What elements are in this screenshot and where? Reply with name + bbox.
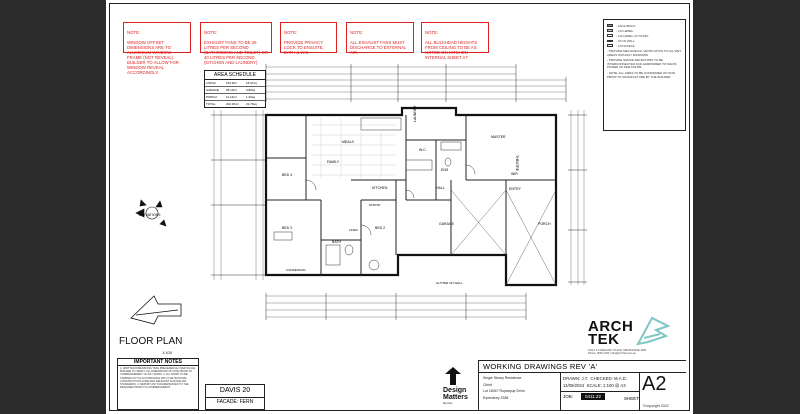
- legend-row: - FACE BRICK: [607, 23, 682, 28]
- area-schedule-title: AREA SCHEDULE: [205, 71, 265, 80]
- note-label: NOTE:: [204, 30, 218, 35]
- note-text: EXHAUST FANS TO BE 25 LITRES PER SECOND (BATHROOMS AND TOILET) OR 40 LITRES PER SECOND (KITCHEN AND LAUNDRY): [204, 40, 268, 65]
- sheet-number: A2: [642, 373, 667, 395]
- note-text: PROVIDE PRIVACY LOCK TO ENSUITE, BATH & W.C.: [284, 40, 324, 55]
- legend-paragraph: - PROVIDE MECHANICAL VENTILATION TO ALL WET AREAS WITHOUT WINDOWS: [607, 49, 682, 57]
- archtek-address: 2/26-1 11 GREGORY PLACE, MELBOURNE 3000 Phone: 9660 2020 | info@archtek.com.au: [588, 349, 647, 356]
- legend-row: - 110 HEBEL (SYSTEM): [607, 33, 682, 38]
- elevations-label: ELEVATIONS: [139, 213, 161, 217]
- room-label-wir: WIR: [511, 172, 518, 176]
- room-label-ens: ENS: [441, 168, 449, 172]
- room-label-laundry: LAUNDRY: [413, 105, 417, 122]
- drawing-sheet: [106, 0, 693, 414]
- design-name: DAVIS 20: [219, 387, 251, 394]
- room-label-master: MASTER: [491, 135, 506, 139]
- gutter-label: GUTTER ON WALL: [436, 281, 463, 285]
- legend-row: - CONCRETE: [607, 43, 682, 48]
- note-text: ALL EXHAUST FANS MUST DISCHARGE TO EXTERNAL AIR.: [350, 40, 407, 55]
- area-row: PORCH 11.12m² 1.20sq: [205, 94, 265, 101]
- room-label-porch: PORCH: [538, 222, 551, 226]
- note-label: NOTE:: [284, 30, 298, 35]
- copyright: ©copyright 2022: [643, 404, 669, 408]
- drawing-heading: WORKING DRAWINGS REV 'A': [483, 362, 598, 371]
- design-name-box: [205, 384, 265, 410]
- design-matters-wordmark: Design Matters: [443, 387, 468, 401]
- room-label-bath: BATH: [332, 240, 342, 244]
- legend-paragraph: - PROVIDE SMOKE DETECTORS TO BE INTERCONNECTED AND HARDWIRED TO MAINS POWER AS PER AS3786: [607, 58, 677, 70]
- job-label: JOB:: [563, 394, 574, 399]
- room-label-theatre: THEATRE: [515, 155, 519, 172]
- room-label-garage: GARAGE: [439, 222, 454, 226]
- room-label-entry: ENTRY: [509, 187, 521, 191]
- area-row: TOTAL 202.15m² 21.76sq: [206, 102, 257, 106]
- area-row: GARAGE 36.13m² 3.89sq: [205, 87, 265, 94]
- drawn-checked: DRAWN: J.T. CHECKED: M.A.D. 11/09/2024 SCALE: 1:100 @ A3: [563, 376, 628, 388]
- condensor-label: CONDENSOR: [286, 268, 306, 272]
- legend-row: - 110 HEBEL: [607, 28, 682, 33]
- room-label-kitchen: KITCHEN: [372, 186, 388, 190]
- important-notes: [117, 358, 199, 410]
- room-label-bed4: BED 4: [282, 173, 293, 177]
- floor-plan-scale: 1:100: [162, 350, 173, 355]
- archtek-logo-icon: [636, 316, 670, 346]
- note-text: WINDOW OFFSET DIMENSIONS ARE TO ALUMINIUM WINDOW FRAME (NOT REVEAL) BUILDER TO ALLOW FOR WINDOW REVEAL ACCORDINGLY.: [127, 40, 179, 75]
- legend-row: - STUD WALL: [607, 38, 682, 43]
- floor-plan-title: FLOOR PLAN: [119, 336, 183, 347]
- area-row: LIVING 154.9m² 16.67sq: [205, 80, 265, 87]
- facade-name: FACADE: FERN: [206, 397, 264, 405]
- sheet-label: SHEET:: [624, 396, 640, 401]
- legend-paragraph: - NOTE: ALL SIZES TO BE CONFIRMED ON SITE PRIOR TO MANUFACTURE BY THE BUILDER: [607, 70, 675, 79]
- project-details: Single Storey Residence Client Lot 16047 Rupanyup Drive, Eynesbury 3338: [483, 376, 526, 400]
- north-arrow-icon: [131, 296, 181, 324]
- room-label-bed3: BED 3: [282, 226, 293, 230]
- room-label-linen: LINEN: [349, 228, 358, 232]
- room-label-wc: W.C.: [419, 148, 427, 152]
- job-number: 0411.22: [581, 393, 605, 400]
- design-matters-sub: Member: [443, 402, 453, 405]
- room-label-pantry: PANTRY: [369, 203, 381, 207]
- note-text: ALL BULKHEAD HEIGHTS FROM CEILING TO BE AS NOTED ON KITCHEN INTERNAL SHEET A7: [425, 40, 478, 60]
- note-label: NOTE:: [350, 30, 364, 35]
- room-label-hall: HALL: [436, 186, 445, 190]
- important-notes-title: IMPORTANT NOTES: [118, 359, 198, 366]
- note-label: NOTE:: [127, 30, 141, 35]
- important-notes-text: 1. WRITTEN DIMENSIONS TAKE PRECEDENCE OVER SCALE. BUILDER TO VERIFY ALL DIMENSIONS ON SITE PRIOR TO COMMENCEMENT OF ANY WORK. 2. ALL WORK TO BE CARRIED OUT IN ACCORDANCE WITH THE NATIONAL CONSTRUCTION CODE AND RELEVANT AUSTRALIAN STANDARDS. 3. REPORT ANY DISCREPANCIES TO THE DESIGNER PRIOR TO COMMENCEMENT.: [120, 367, 196, 390]
- archtek-wordmark: ARCH TEK: [588, 318, 634, 348]
- note-label: NOTE:: [425, 30, 439, 35]
- room-label-meals: MEALS: [342, 140, 354, 144]
- design-matters-logo-icon: [444, 366, 462, 386]
- room-label-bed2: BED 2: [375, 226, 386, 230]
- room-label-family: FAMILY: [327, 160, 340, 164]
